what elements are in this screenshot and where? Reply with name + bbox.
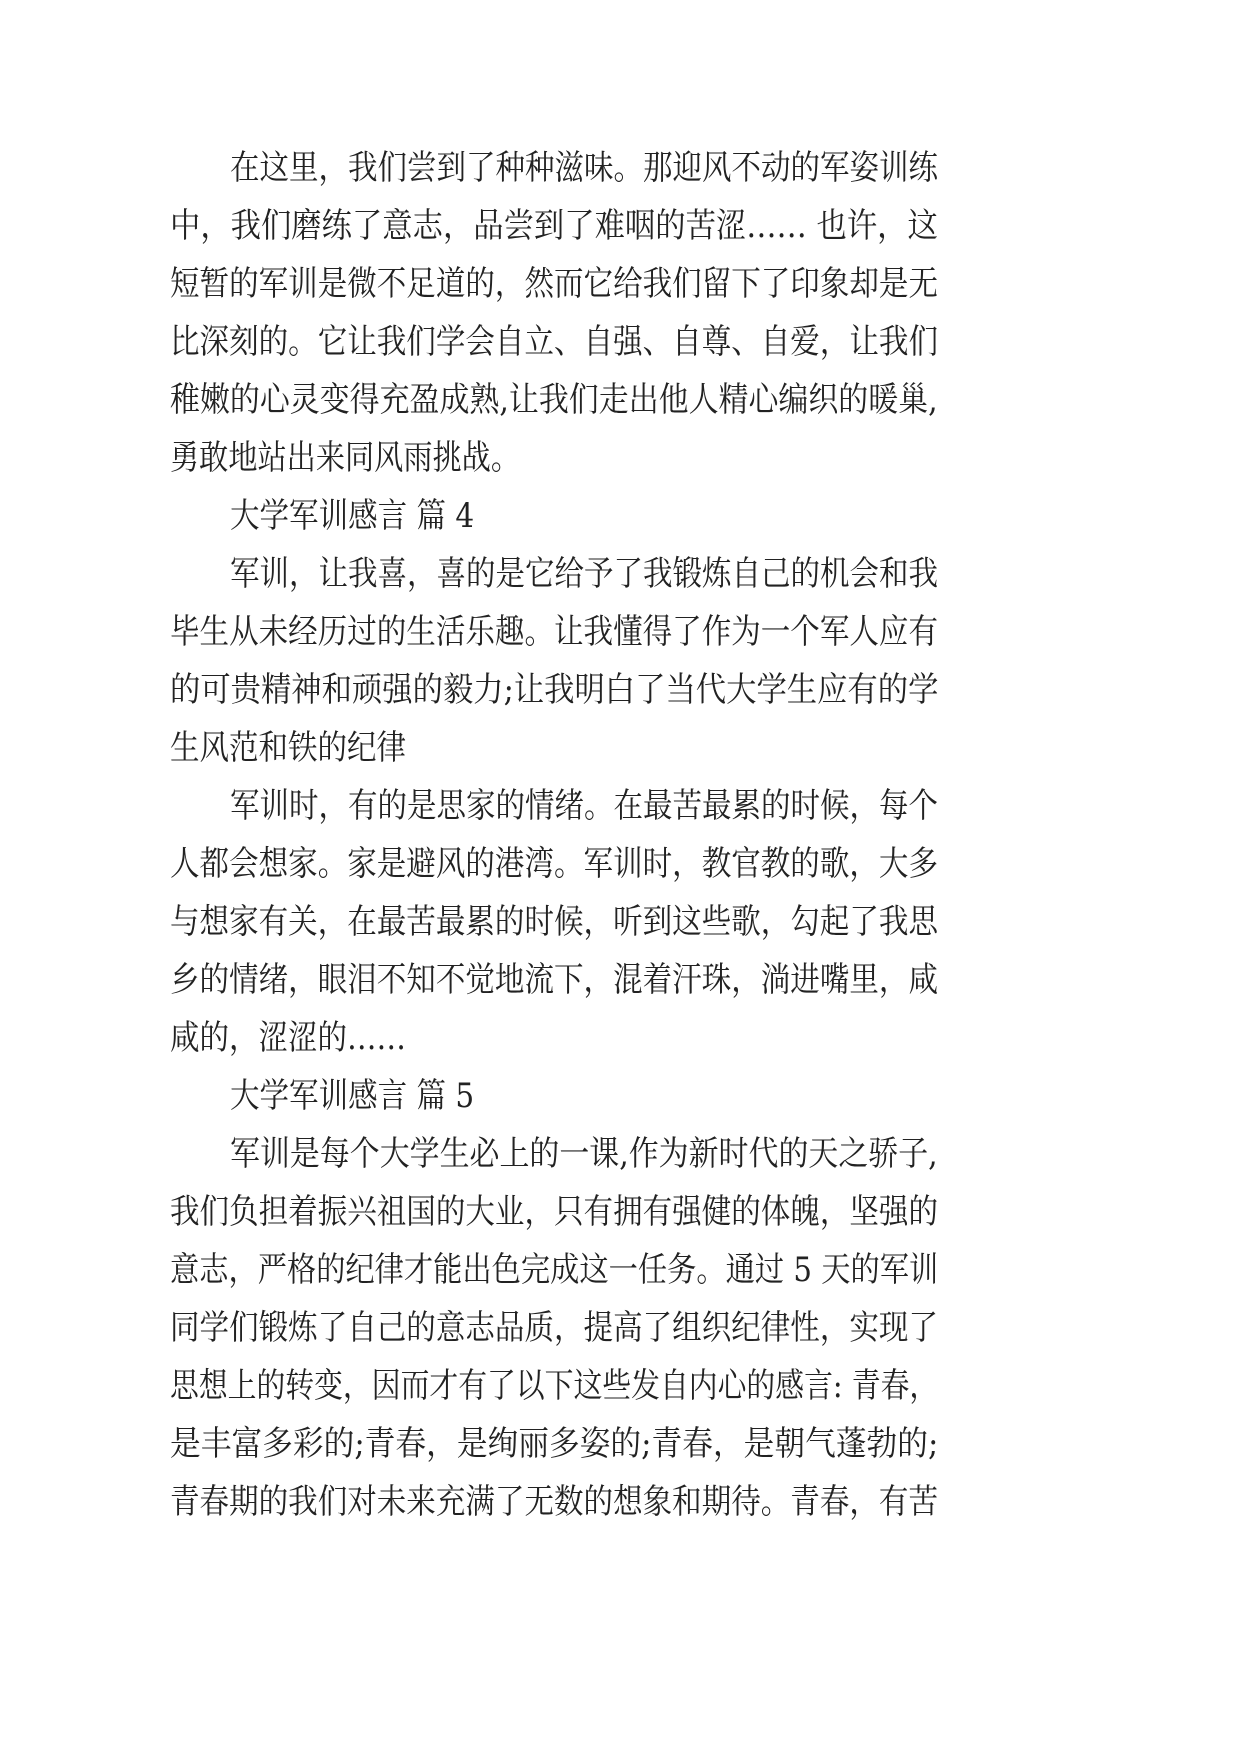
- text-line: 同学们锻炼了自己的意志品质，提高了组织纪律性，实现了: [170, 1308, 938, 1348]
- text-line: 与想家有关，在最苦最累的时候，听到这些歌，勾起了我思: [170, 902, 938, 942]
- text-line: 在这里，我们尝到了种种滋味。那迎风不动的军姿训练: [230, 148, 938, 188]
- text-line: 军训时，有的是思家的情绪。在最苦最累的时候，每个: [230, 786, 938, 826]
- text-line: 的可贵精神和顽强的毅力;让我明白了当代大学生应有的学: [170, 670, 939, 710]
- text-line: 青春期的我们对未来充满了无数的想象和期待。青春，有苦: [170, 1482, 938, 1522]
- text-line: 比深刻的。它让我们学会自立、自强、自尊、自爱，让我们: [170, 322, 938, 362]
- text-line: 稚嫩的心灵变得充盈成熟,让我们走出他人精心编织的暖巢,: [170, 380, 938, 420]
- text-line: 是丰富多彩的;青春，是绚丽多姿的;青春，是朝气蓬勃的;: [170, 1424, 939, 1464]
- text-line: 短暂的军训是微不足道的，然而它给我们留下了印象却是无: [170, 264, 938, 304]
- text-line: 中，我们磨练了意志，品尝到了难咽的苦涩…… 也许，这: [170, 206, 938, 246]
- section-heading: 大学军训感言 篇 4: [230, 496, 475, 536]
- text-line: 人都会想家。家是避风的港湾。军训时，教官教的歌，大多: [170, 844, 938, 884]
- text-line: 军训，让我喜，喜的是它给予了我锻炼自己的机会和我: [230, 554, 938, 594]
- text-line: 咸的，涩涩的……: [170, 1018, 406, 1058]
- text-line: 乡的情绪，眼泪不知不觉地流下，混着汗珠，淌进嘴里，咸: [170, 960, 938, 1000]
- text-line: 军训是每个大学生必上的一课,作为新时代的天之骄子,: [230, 1134, 938, 1174]
- text-line: 我们负担着振兴祖国的大业，只有拥有强健的体魄，坚强的: [170, 1192, 938, 1232]
- text-line: 生风范和铁的纪律: [170, 728, 406, 768]
- section-heading: 大学军训感言 篇 5: [230, 1076, 475, 1116]
- text-line: 勇敢地站出来同风雨挑战。: [170, 438, 520, 478]
- text-line: 思想上的转变，因而才有了以下这些发自内心的感言: 青春，: [170, 1366, 939, 1406]
- text-line: 意志，严格的纪律才能出色完成这一任务。通过 5 天的军训: [170, 1250, 939, 1290]
- text-line: 毕生从未经历过的生活乐趣。让我懂得了作为一个军人应有: [170, 612, 938, 652]
